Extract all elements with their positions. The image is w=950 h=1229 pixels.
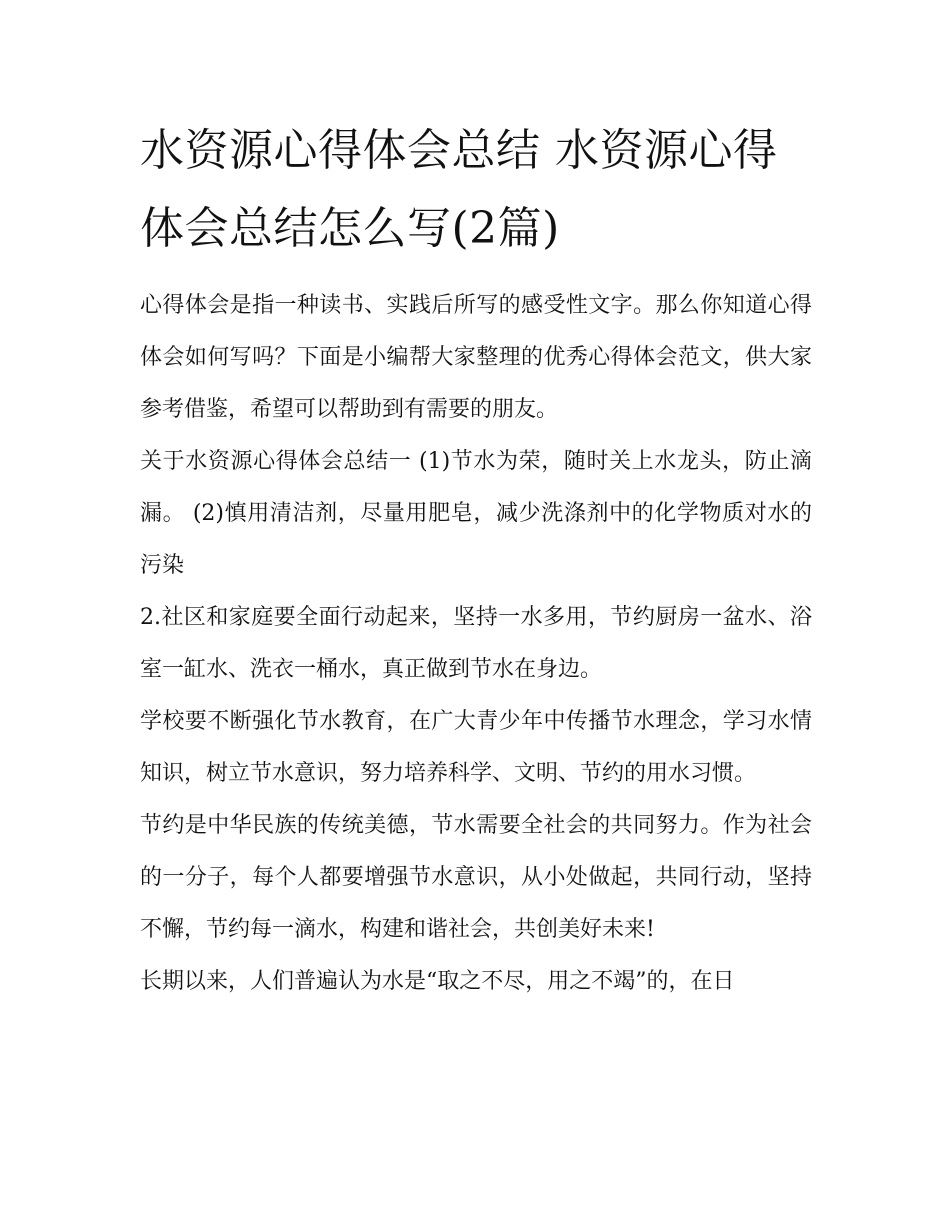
- paragraph-section-one: 关于水资源心得体会总结一 (1)节水为荣，随时关上水龙头，防止滴漏。 (2)慎用清洁剂，尽量用肥皂，减少洗涤剂中的化学物质对水的污染: [140, 449, 812, 578]
- document-page: [140, 112, 812, 1008]
- title-block: [140, 112, 812, 268]
- paragraph-school: 学校要不断强化节水教育，在广大青少年中传播节水理念，学习水情知识，树立节水意识，努力培养科学、文明、节约的用水习惯。: [140, 709, 812, 786]
- page-title: 水资源心得体会总结 水资源心得体会总结怎么写(2篇): [140, 125, 778, 254]
- paragraph-long-term: 长期以来，人们普遍认为水是“取之不尽，用之不竭”的，在日: [140, 969, 735, 994]
- paragraph-intro: 心得体会是指一种读书、实践后所写的感受性文字。那么你知道心得体会如何写吗？下面是小编帮大家整理的优秀心得体会范文，供大家参考借鉴，希望可以帮助到有需要的朋友。: [140, 293, 812, 422]
- paragraph-community: 2.社区和家庭要全面行动起来，坚持一水多用，节约厨房一盆水、浴室一缸水、洗衣一桶水，真正做到节水在身边。: [140, 605, 812, 682]
- paragraph-virtue: 节约是中华民族的传统美德，节水需要全社会的共同努力。作为社会的一分子，每个人都要增强节水意识，从小处做起，共同行动，坚持不懈，节约每一滴水，构建和谐社会，共创美好未来!: [140, 813, 812, 942]
